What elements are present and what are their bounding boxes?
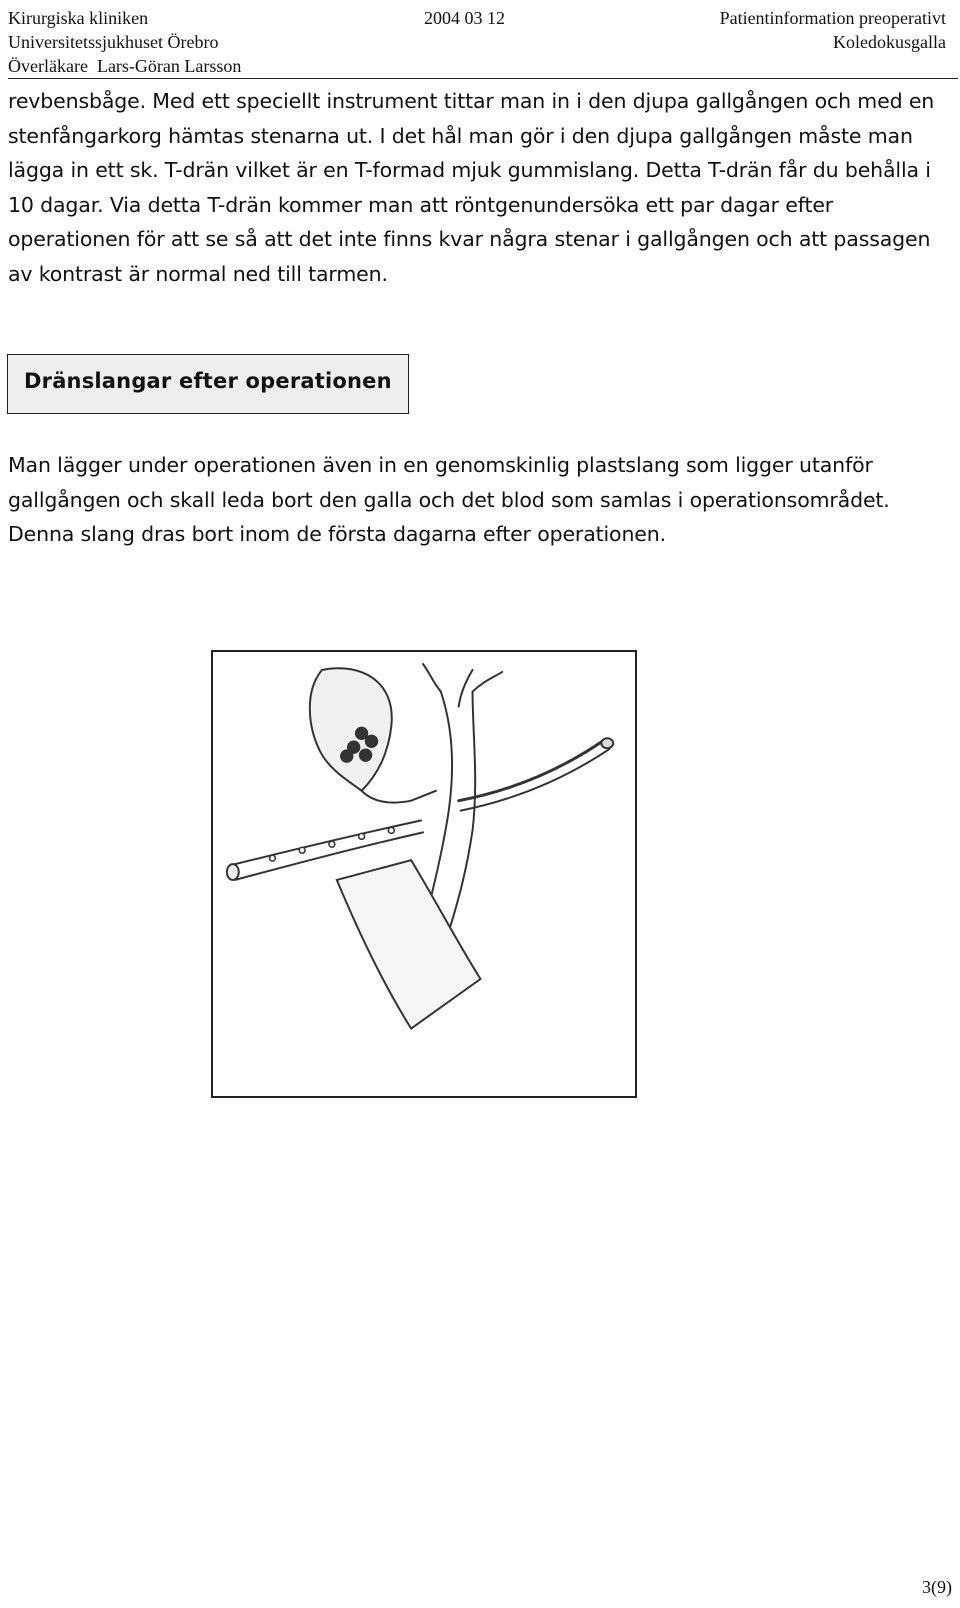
section-heading: Dränslangar efter operationen	[24, 369, 392, 393]
intro-paragraph: revbensbåge. Med ett speciellt instrument tittar man in i den djupa gallgången och med en stenfångarkorg hämtas stenarna ut. I det hål man gör i den djupa gallgången måste man lägga in ett sk. T-drän vilket är en T-formad mjuk gummislang. Detta T-drän får du behålla i 10 dagar. Via detta T-drän kommer man att röntgenundersöka ett par dagar efter operationen för att se så att det inte finns kvar några stenar i gallgången och att passagen av kontrast är normal ned till tarmen.	[8, 89, 935, 286]
header-date: 2004 03 12	[424, 8, 505, 28]
header-procedure: Koledokusgalla	[833, 32, 946, 52]
header-department: Kirurgiska kliniken	[8, 8, 149, 28]
t-drain-tube	[459, 739, 606, 800]
section-heading-box	[7, 354, 409, 414]
t-drain-illustration	[211, 650, 637, 1098]
header-doc-type: Patientinformation preoperativt	[719, 8, 946, 28]
gallbladder	[310, 668, 392, 791]
header-hospital: Universitetssjukhuset Örebro	[8, 32, 219, 52]
section-paragraph: Man lägger under operationen även in en genomskinlig plastslang som ligger utanför gallgången och skall leda bort den galla och det blod som samlas i operationsområdet. Denna slang dras bort inom de första dagarna efter operationen.	[8, 453, 890, 546]
hepatic-branch-mid	[459, 670, 473, 707]
hepatic-branch-right	[473, 672, 503, 692]
t-drain-drawing	[213, 652, 635, 1096]
bile-duct-right-wall	[449, 692, 475, 932]
header-physician: Överläkare Lars-Göran Larsson	[8, 56, 242, 76]
duodenum	[337, 860, 481, 1028]
t-drain-tube-inner	[461, 749, 610, 810]
page-number: 3(9)	[922, 1577, 952, 1597]
page-header	[8, 6, 958, 79]
cystic-duct	[362, 791, 436, 803]
hepatic-branch-left	[423, 664, 441, 692]
